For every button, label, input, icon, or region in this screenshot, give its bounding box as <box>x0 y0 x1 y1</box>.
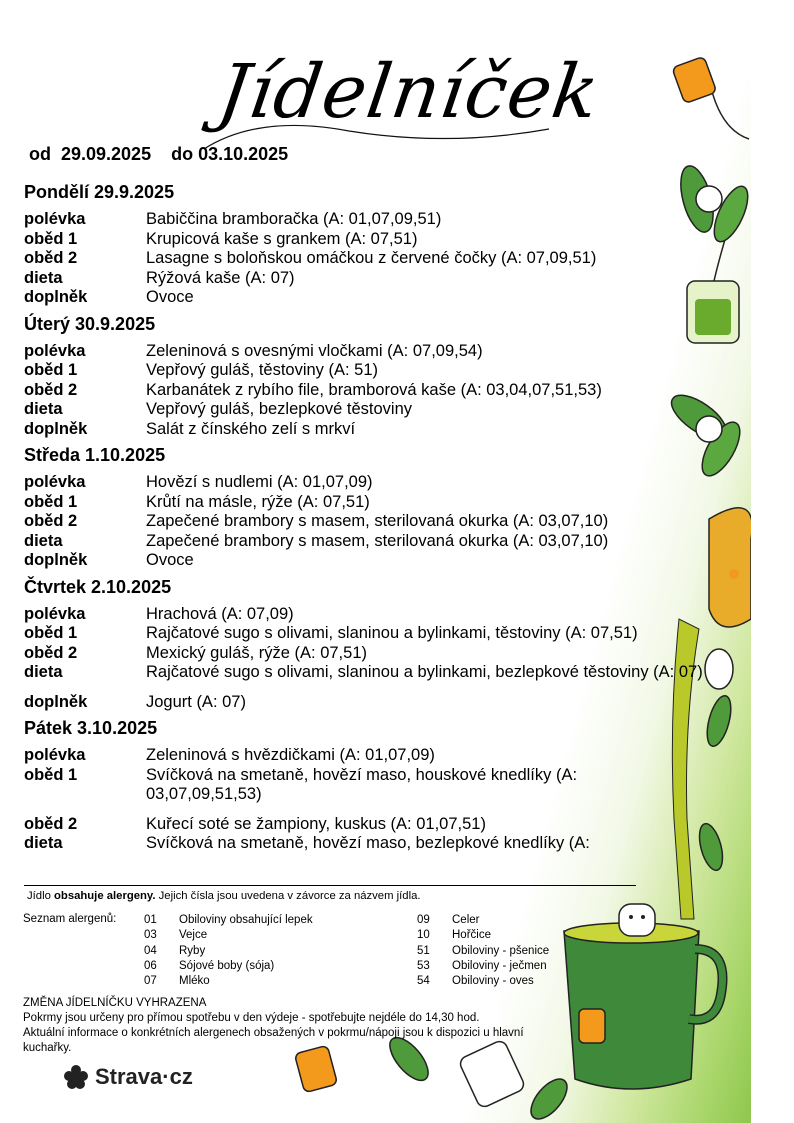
row-label: doplněk <box>24 551 88 569</box>
row-label: polévka <box>24 210 86 228</box>
row-meal: Vepřový guláš, bezlepkové těstoviny <box>146 400 412 418</box>
row-label: oběd 2 <box>24 643 78 662</box>
menu-row <box>24 342 744 362</box>
row-meal: Rajčatové sugo s olivami, slaninou a bylinkami, těstoviny (A: 07,51) <box>146 624 638 642</box>
allergen-name: Obiloviny - oves <box>452 975 534 988</box>
allergen-names-left <box>179 913 313 989</box>
row-meal: Jogurt (A: 07) <box>146 692 246 711</box>
row-meal: Rajčatové sugo s olivami, slaninou a bylinkami, bezlepkové těstoviny (A: 07) <box>146 663 703 681</box>
row-meal: Lasagne s boloňskou omáčkou z červené čočky (A: 07,09,51) <box>146 249 597 267</box>
allergen-note <box>27 890 707 902</box>
allergens-title: Seznam alergenů: <box>23 913 117 925</box>
row-meal: Krupicová kaše s grankem (A: 07,51) <box>146 229 418 248</box>
divider <box>24 885 636 886</box>
row-meal: Zeleninová s ovesnými vločkami (A: 07,09,54) <box>146 341 483 360</box>
menu-row <box>24 210 744 230</box>
row-label: oběd 1 <box>24 492 78 511</box>
date-range: od 29.09.2025 do 03.10.2025 <box>29 144 289 164</box>
menu-row <box>24 361 744 381</box>
row-meal: Babiččina bramboračka (A: 01,07,09,51) <box>146 210 442 228</box>
row-meal: Svíčková na smetaně, hovězí maso, houskové knedlíky (A: 03,07,09,51,53) <box>146 765 578 803</box>
spacer <box>24 683 744 693</box>
day-heading: Úterý 30.9.2025 <box>24 313 156 334</box>
menu-row <box>24 551 744 571</box>
allergen-codes-right <box>417 913 430 989</box>
row-meal: Zapečené brambory s masem, sterilovaná okurka (A: 03,07,10) <box>146 512 609 530</box>
row-meal: Karbanátek z rybího file, bramborová kaše (A: 03,04,07,51,53) <box>146 380 602 399</box>
row-label: oběd 1 <box>24 624 78 642</box>
menu-row <box>24 420 744 440</box>
day-thursday <box>24 577 744 713</box>
allergen-code: 03 <box>144 929 157 942</box>
allergen-codes-left <box>144 913 157 989</box>
menu-row <box>24 400 744 420</box>
footer-notes <box>23 996 623 1056</box>
row-meal: Zapečené brambory s masem, sterilovaná okurka (A: 03,07,10) <box>146 531 609 550</box>
note-line: Pokrmy jsou určeny pro přímou spotřebu v den výdeje - spotřebujte nejdéle do 14,30 hod. <box>23 1012 480 1024</box>
tea-tag-icon <box>672 56 717 103</box>
menu-row <box>24 834 744 854</box>
allergen-code: 53 <box>417 959 430 972</box>
row-meal: Ovoce <box>146 288 194 306</box>
allergen-code: 07 <box>144 975 157 988</box>
allergen-name: Obiloviny - pšenice <box>452 944 550 957</box>
brand-name: Strava·cz <box>95 1064 193 1089</box>
row-meal: Hrachová (A: 07,09) <box>146 604 294 623</box>
strava-logo-icon <box>63 1064 89 1090</box>
row-label: polévka <box>24 746 86 764</box>
note-prefix: Jídlo <box>27 890 55 902</box>
menu-row <box>24 644 744 664</box>
allergen-code: 51 <box>417 944 430 957</box>
row-label: polévka <box>24 341 86 360</box>
row-meal: Kuřecí soté se žampiony, kuskus (A: 01,07,51) <box>146 814 486 833</box>
row-meal: Ovoce <box>146 551 194 569</box>
row-label: dieta <box>24 834 63 852</box>
row-meal: Krůtí na másle, rýže (A: 07,51) <box>146 492 370 511</box>
menu-row <box>24 766 744 805</box>
menu-row <box>24 532 744 552</box>
allergen-name: Obiloviny obsahující lepek <box>179 914 313 926</box>
day-friday <box>24 718 744 854</box>
row-label: polévka <box>24 604 86 623</box>
menu-row <box>24 249 744 269</box>
note-line: Aktuální informace o konkrétních alergenech obsažených v pokrmu/nápoji jsou k dispozici u hlavní <box>23 1027 524 1039</box>
allergen-name: Celer <box>452 914 480 926</box>
row-label: oběd 2 <box>24 249 78 267</box>
day-heading: Středa 1.10.2025 <box>24 445 166 465</box>
menu-row <box>24 288 744 308</box>
allergen-name: Vejce <box>179 929 208 942</box>
note-suffix: Jejich čísla jsou uvedena v závorce za názvem jídla. <box>155 890 421 902</box>
row-label: dieta <box>24 663 63 681</box>
row-meal: Vepřový guláš, těstoviny (A: 51) <box>146 361 379 379</box>
menu-row <box>24 624 744 644</box>
menu-row <box>24 605 744 625</box>
spacer <box>24 805 744 815</box>
allergen-name: Sójové boby (sója) <box>179 959 275 972</box>
menu-row <box>24 746 744 766</box>
row-meal: Hovězí s nudlemi (A: 01,07,09) <box>146 473 373 491</box>
page-title: Jídelníček <box>212 49 605 135</box>
menu-content <box>24 182 744 860</box>
leaf-icon <box>524 1073 573 1123</box>
day-tuesday <box>24 314 744 440</box>
row-label: oběd 1 <box>24 361 78 379</box>
brand-logo <box>63 1064 193 1090</box>
row-label: dieta <box>24 531 63 550</box>
allergen-name: Obiloviny - ječmen <box>452 959 547 972</box>
menu-row <box>24 493 744 513</box>
note-bold: obsahuje alergeny. <box>54 890 156 902</box>
row-meal: Mexický guláš, rýže (A: 07,51) <box>146 643 367 662</box>
allergen-code: 10 <box>417 929 430 942</box>
allergen-code: 04 <box>144 944 157 957</box>
day-wednesday <box>24 445 744 571</box>
row-meal: Svíčková na smetaně, hovězí maso, bezlepkové knedlíky (A: <box>146 834 590 852</box>
day-monday <box>24 182 744 308</box>
row-label: oběd 1 <box>24 765 78 784</box>
note-line: kuchařky. <box>23 1042 72 1054</box>
menu-row <box>24 693 744 713</box>
allergen-name: Mléko <box>179 975 210 988</box>
row-label: dieta <box>24 268 63 287</box>
menu-row <box>24 815 744 835</box>
day-heading: Pátek 3.10.2025 <box>24 718 158 738</box>
allergen-code: 09 <box>417 914 430 926</box>
allergen-code: 06 <box>144 959 157 972</box>
row-label: doplněk <box>24 288 88 306</box>
allergen-code: 54 <box>417 975 430 988</box>
allergen-name: Hořčice <box>452 929 491 942</box>
row-meal: Zeleninová s hvězdičkami (A: 01,07,09) <box>146 746 435 764</box>
row-label: oběd 2 <box>24 512 78 530</box>
menu-row <box>24 663 744 683</box>
row-label: oběd 2 <box>24 380 78 399</box>
row-meal: Salát z čínského zelí s mrkví <box>146 419 356 438</box>
allergen-code: 01 <box>144 914 157 926</box>
row-label: doplněk <box>24 692 88 711</box>
allergen-name: Ryby <box>179 944 206 957</box>
row-label: dieta <box>24 400 63 418</box>
row-label: doplněk <box>24 419 88 438</box>
day-heading: Čtvrtek 2.10.2025 <box>24 576 172 597</box>
row-meal: Rýžová kaše (A: 07) <box>146 268 295 287</box>
menu-row <box>24 381 744 401</box>
row-label: oběd 2 <box>24 814 78 833</box>
row-label: oběd 1 <box>24 229 78 248</box>
menu-row <box>24 512 744 532</box>
menu-row <box>24 269 744 289</box>
menu-row <box>24 230 744 250</box>
allergen-names-right <box>452 913 549 989</box>
day-heading: Pondělí 29.9.2025 <box>24 182 175 202</box>
row-label: polévka <box>24 473 86 491</box>
note-line: ZMĚNA JÍDELNÍČKU VYHRAZENA <box>23 997 207 1009</box>
menu-sheet <box>19 19 751 1123</box>
menu-row <box>24 473 744 493</box>
